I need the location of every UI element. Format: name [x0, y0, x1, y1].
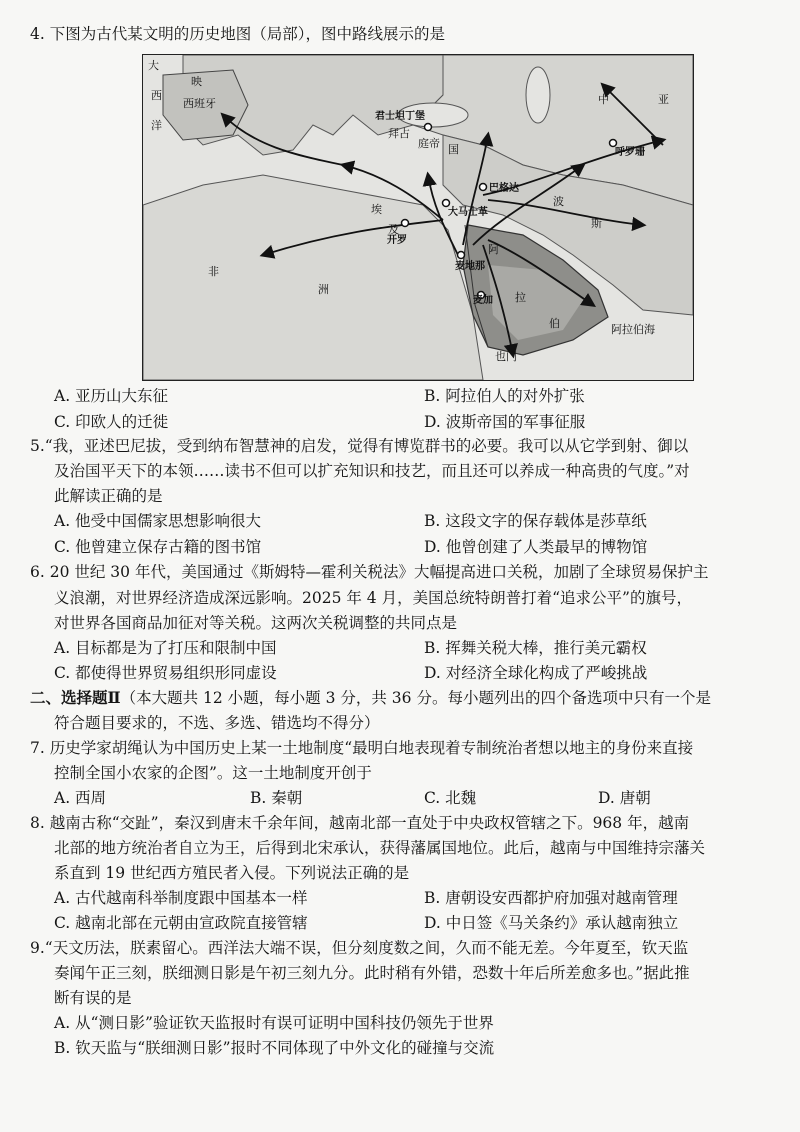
- map-label: 中: [598, 93, 609, 106]
- q9-stem-line1: 9.“天文历法，朕素留心。西洋法大端不误，但分刻度数之间，久而不能无差。今年夏至，钦天监: [30, 939, 689, 957]
- q4-option-c[interactable]: C. 印欧人的迁徙: [54, 413, 169, 431]
- map-label: 巴格达: [489, 183, 519, 194]
- q5-stem-line3: 此解读正确的是: [54, 487, 163, 505]
- map-label: 麦加: [473, 295, 493, 306]
- q8-option-d[interactable]: D. 中日签《马关条约》承认越南独立: [424, 914, 679, 932]
- map-label: 映: [191, 75, 202, 88]
- map-label: 拜占: [388, 127, 410, 140]
- q6-option-c[interactable]: C. 都使得世界贸易组织形同虚设: [54, 664, 277, 682]
- map-label: 君士坦丁堡: [375, 111, 425, 122]
- q6-stem-line2: 义浪潮，对世界经济造成深远影响。2025 年 4 月，美国总统特朗普打着“追求公平”的旗号，: [54, 589, 692, 607]
- q8-stem-line2: 北部的地方统治者自立为王，后得到北宋承认，获得藩属国地位。此后，越南与中国维持宗藩关: [54, 839, 706, 857]
- q6-option-b[interactable]: B. 挥舞关税大棒，推行美元霸权: [424, 639, 647, 657]
- q7-option-c[interactable]: C. 北魏: [424, 789, 477, 807]
- q7-stem-line2: 控制全国小农家的企图”。这一土地制度开创于: [54, 764, 372, 782]
- map-label: 阿拉伯海: [611, 323, 655, 336]
- q5-option-a[interactable]: A. 他受中国儒家思想影响很大: [54, 512, 262, 530]
- section2-heading: [30, 688, 711, 708]
- map-label: 波: [553, 195, 564, 208]
- q4-option-b[interactable]: B. 阿拉伯人的对外扩张: [424, 387, 585, 405]
- q6-stem-line3: 对世界各国商品加征对等关税。这两次关税调整的共同点是: [54, 614, 458, 632]
- map-label: 大马士革: [448, 207, 488, 218]
- q4-option-d[interactable]: D. 波斯帝国的军事征服: [424, 413, 586, 431]
- q6-option-d[interactable]: D. 对经济全球化构成了严峻挑战: [424, 664, 648, 682]
- map-label: 拉: [515, 291, 526, 304]
- map-label: 也门: [495, 350, 517, 363]
- map-drawing: [143, 55, 693, 380]
- q4-stem: 4. 下图为古代某文明的历史地图（局部），图中路线展示的是: [30, 25, 445, 43]
- q8-stem-line1: 8. 越南古称“交趾”，秦汉到唐末千余年间，越南北部一直处于中央政权管辖之下。968 年，越南: [30, 814, 690, 832]
- map-label: 西: [151, 89, 162, 102]
- map-label: 伯: [549, 317, 560, 330]
- q9-stem-line2: 奏闻午正三刻，朕细测日影是午初三刻九分。此时稍有外错，恐数十年后所差愈多也。”据此推: [54, 964, 690, 982]
- map-label: 麦地那: [455, 261, 485, 272]
- q7-stem-line1: 7. 历史学家胡绳认为中国历史上某一土地制度“最明白地表现着专制统治者想以地主的身份来直接: [30, 739, 694, 757]
- q5-stem-line2: 及治国平天下的本领……读书不但可以扩充知识和技艺，而且还可以养成一种高贵的气度。”对: [54, 462, 690, 480]
- map-label: 洋: [151, 119, 162, 132]
- historical-map: [142, 54, 694, 381]
- section2-title: 二、选择题Ⅱ: [30, 688, 121, 707]
- map-label: 非: [208, 265, 219, 278]
- map-label: 呼罗珊: [615, 147, 645, 158]
- q7-option-d[interactable]: D. 唐朝: [598, 789, 651, 807]
- map-label: 洲: [318, 283, 329, 296]
- section2-desc: （本大题共 12 小题，每小题 3 分，共 36 分。每小题列出的四个备选项中只有一个是: [120, 689, 711, 707]
- map-label: 开罗: [387, 235, 407, 246]
- q7-option-b[interactable]: B. 秦朝: [250, 789, 303, 807]
- q6-stem-line1: 6. 20 世纪 30 年代，美国通过《斯姆特—霍利关税法》大幅提高进口关税，加剧了全球贸易保护主: [30, 563, 709, 581]
- q8-option-a[interactable]: A. 古代越南科举制度跟中国基本一样: [54, 889, 308, 907]
- q4-option-a[interactable]: A. 亚历山大东征: [54, 387, 169, 405]
- q5-option-b[interactable]: B. 这段文字的保存载体是莎草纸: [424, 512, 647, 530]
- q5-option-d[interactable]: D. 他曾创建了人类最早的博物馆: [424, 538, 648, 556]
- section2-desc-line2: 符合题目要求的，不选、多选、错选均不得分）: [54, 714, 380, 732]
- map-label: 埃: [371, 203, 382, 216]
- q8-option-c[interactable]: C. 越南北部在元朝由宣政院直接管辖: [54, 914, 308, 932]
- map-label: 亚: [658, 93, 669, 106]
- q9-option-a[interactable]: A. 从“测日影”验证钦天监报时有误可证明中国科技仍领先于世界: [54, 1014, 494, 1032]
- map-label: 庭帝: [418, 137, 440, 150]
- map-label: 西班牙: [183, 97, 216, 110]
- q6-option-a[interactable]: A. 目标都是为了打压和限制中国: [54, 639, 277, 657]
- q5-stem-line1: 5.“我，亚述巴尼拔，受到纳布智慧神的启发，觉得有博览群书的必要。我可以从它学到射、御以: [30, 437, 689, 455]
- q9-stem-line3: 断有误的是: [54, 989, 132, 1007]
- map-label: 国: [448, 143, 459, 156]
- map-label: 及: [388, 223, 399, 236]
- q7-option-a[interactable]: A. 西周: [54, 789, 107, 807]
- q5-option-c[interactable]: C. 他曾建立保存古籍的图书馆: [54, 538, 262, 556]
- map-label: 阿: [488, 243, 499, 256]
- map-label: 大: [148, 59, 159, 72]
- map-label: 斯: [591, 217, 602, 230]
- q8-stem-line3: 系直到 19 世纪西方殖民者入侵。下列说法正确的是: [54, 864, 410, 882]
- q9-option-b[interactable]: B. 钦天监与“朕细测日影”报时不同体现了中外文化的碰撞与交流: [54, 1039, 495, 1057]
- q8-option-b[interactable]: B. 唐朝设安西都护府加强对越南管理: [424, 889, 678, 907]
